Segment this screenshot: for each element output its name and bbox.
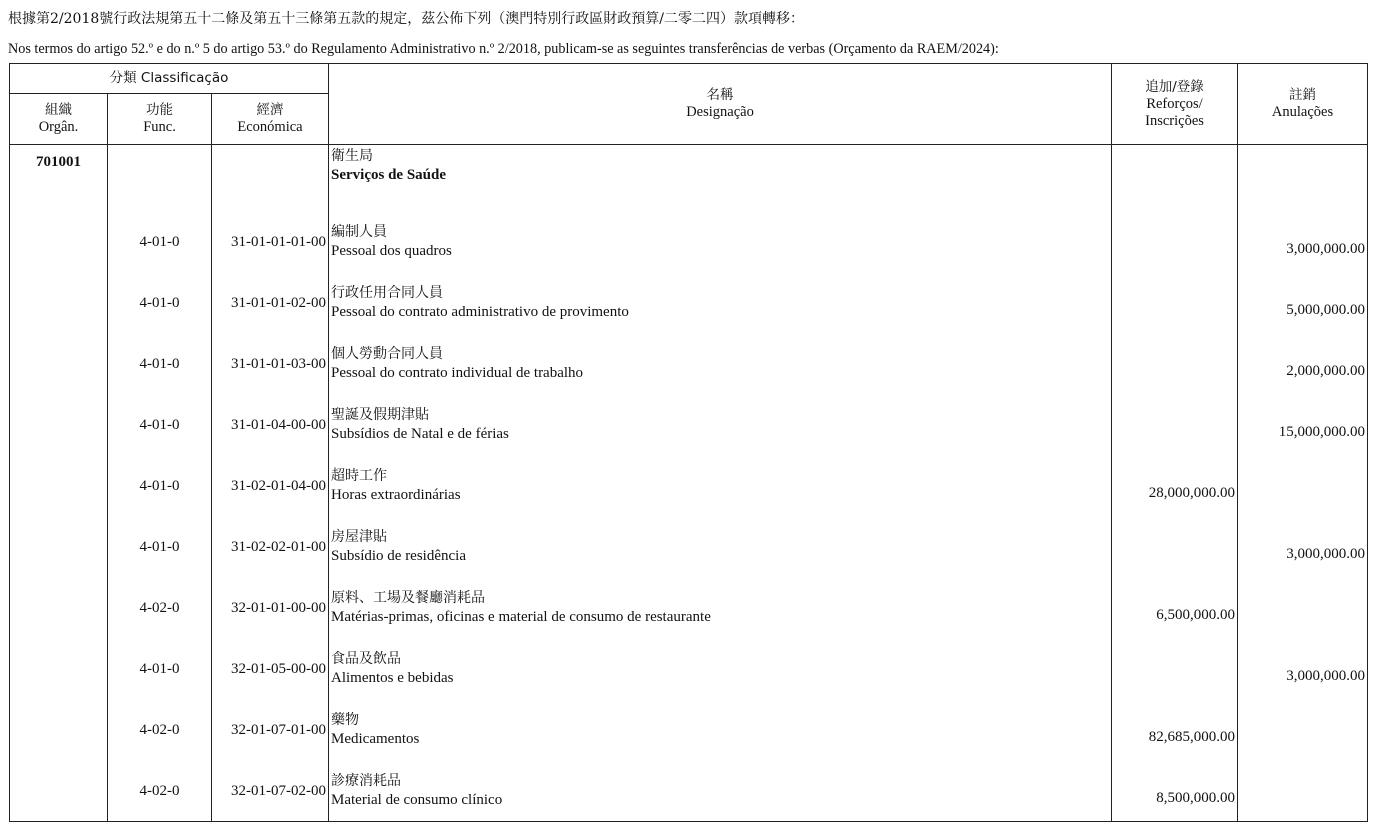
reinforcements-header: 追加/登錄 Reforços/ Inscrições	[1112, 64, 1238, 145]
economic-code: 31-01-01-02-00	[212, 272, 329, 333]
designation-chinese: 藥物	[331, 711, 360, 728]
organization-name: 衛生局 Serviços de Saúde	[329, 145, 1112, 212]
cancellation-amount	[1238, 577, 1368, 638]
designation-portuguese: Alimentos e bebidas	[331, 669, 454, 686]
organic-header: 組織 Orgân.	[10, 94, 108, 145]
functional-code: 4-01-0	[108, 455, 212, 516]
designation-chinese: 行政任用合同人員	[331, 284, 444, 301]
table-row	[10, 577, 1368, 638]
designation-portuguese: Subsídio de residência	[331, 547, 466, 564]
designation	[329, 577, 1112, 638]
functional-code: 4-01-0	[108, 211, 212, 272]
table-row	[10, 211, 1368, 272]
functional-code: 4-02-0	[108, 699, 212, 760]
organic-cell	[10, 699, 108, 760]
organic-cell	[10, 455, 108, 516]
designation	[329, 394, 1112, 455]
transfer-table	[9, 63, 1368, 822]
functional-code: 4-01-0	[108, 272, 212, 333]
designation	[329, 699, 1112, 760]
organic-cell	[10, 638, 108, 699]
economic-code: 31-01-01-03-00	[212, 333, 329, 394]
designation	[329, 211, 1112, 272]
economic-code: 31-01-04-00-00	[212, 394, 329, 455]
designation-chinese: 個人勞動合同人員	[331, 345, 444, 362]
designation-portuguese: Pessoal do contrato administrativo de provimento	[331, 303, 629, 320]
table-row	[10, 699, 1368, 760]
organization-row	[10, 145, 1368, 212]
designation-portuguese: Material de consumo clínico	[331, 791, 503, 808]
economic-code: 32-01-07-01-00	[212, 699, 329, 760]
designation-chinese: 診療消耗品	[331, 772, 402, 789]
designation-header: 名稱 Designação	[329, 64, 1112, 145]
designation	[329, 516, 1112, 577]
table-row	[10, 455, 1368, 516]
intro-portuguese: Nos termos do artigo 52.º e do n.º 5 do artigo 53.º do Regulamento Administrativo n.º 2/2018, publicam-se as seguintes transferências de verbas (Orçamento da RAEM/2024):	[8, 41, 999, 57]
cancellation-amount: 3,000,000.00	[1238, 516, 1368, 577]
table-row	[10, 760, 1368, 822]
reinforcement-amount	[1112, 333, 1238, 394]
designation	[329, 638, 1112, 699]
economic-code: 32-01-05-00-00	[212, 638, 329, 699]
economic-code: 31-02-01-04-00	[212, 455, 329, 516]
designation	[329, 455, 1112, 516]
designation-portuguese: Matérias-primas, oficinas e material de consumo de restaurante	[331, 608, 711, 625]
reinforcement-amount: 8,500,000.00	[1112, 760, 1238, 822]
table-row	[10, 516, 1368, 577]
cancellation-amount	[1238, 760, 1368, 822]
table-row	[10, 394, 1368, 455]
designation-chinese: 房屋津貼	[331, 528, 388, 545]
functional-code: 4-01-0	[108, 638, 212, 699]
organic-cell	[10, 394, 108, 455]
designation	[329, 760, 1112, 822]
designation-chinese: 原料、工場及餐廳消耗品	[331, 589, 486, 606]
reinforcement-amount	[1112, 211, 1238, 272]
functional-code: 4-02-0	[108, 577, 212, 638]
functional-code: 4-01-0	[108, 333, 212, 394]
organic-cell	[10, 577, 108, 638]
cancellation-amount	[1238, 699, 1368, 760]
designation-portuguese: Pessoal do contrato individual de trabalho	[331, 364, 584, 381]
table-row	[10, 638, 1368, 699]
functional-code: 4-01-0	[108, 516, 212, 577]
table-row	[10, 333, 1368, 394]
cancellation-amount: 15,000,000.00	[1238, 394, 1368, 455]
designation	[329, 272, 1112, 333]
reinforcement-amount	[1112, 394, 1238, 455]
designation-portuguese: Pessoal dos quadros	[331, 242, 452, 259]
cancellation-amount: 3,000,000.00	[1238, 211, 1368, 272]
table-row	[10, 272, 1368, 333]
functional-code: 4-02-0	[108, 760, 212, 822]
economic-code: 32-01-07-02-00	[212, 760, 329, 822]
designation-portuguese: Medicamentos	[331, 730, 420, 747]
reinforcement-amount: 28,000,000.00	[1112, 455, 1238, 516]
intro-chinese: 根據第2/2018號行政法規第五十二條及第五十三條第五款的規定，茲公佈下列（澳門特別行政區財政預算/二零二四）款項轉移：	[8, 11, 804, 27]
organic-cell	[10, 333, 108, 394]
economic-code: 31-02-02-01-00	[212, 516, 329, 577]
functional-code: 4-01-0	[108, 394, 212, 455]
classification-header: 分類 Classificação	[10, 64, 329, 94]
organic-cell	[10, 272, 108, 333]
cancellation-amount	[1238, 455, 1368, 516]
organic-cell	[10, 211, 108, 272]
designation-chinese: 聖誕及假期津貼	[331, 406, 430, 423]
organic-cell	[10, 760, 108, 822]
cancellations-header: 註銷 Anulações	[1238, 64, 1368, 145]
economic-code: 31-01-01-01-00	[212, 211, 329, 272]
cancellation-amount: 2,000,000.00	[1238, 333, 1368, 394]
designation	[329, 333, 1112, 394]
reinforcement-amount	[1112, 516, 1238, 577]
reinforcement-amount	[1112, 638, 1238, 699]
organic-cell	[10, 516, 108, 577]
economic-header: 經濟 Económica	[212, 94, 329, 145]
designation-chinese: 編制人員	[331, 223, 388, 240]
functional-header: 功能 Func.	[108, 94, 212, 145]
designation-chinese: 超時工作	[331, 467, 388, 484]
cancellation-amount: 5,000,000.00	[1238, 272, 1368, 333]
designation-portuguese: Subsídios de Natal e de férias	[331, 425, 509, 442]
economic-code: 32-01-01-00-00	[212, 577, 329, 638]
reinforcement-amount: 82,685,000.00	[1112, 699, 1238, 760]
designation-chinese: 食品及飲品	[331, 650, 402, 667]
cancellation-amount: 3,000,000.00	[1238, 638, 1368, 699]
designation-portuguese: Horas extraordinárias	[331, 486, 461, 503]
organization-code: 701001	[10, 145, 108, 212]
reinforcement-amount: 6,500,000.00	[1112, 577, 1238, 638]
reinforcement-amount	[1112, 272, 1238, 333]
